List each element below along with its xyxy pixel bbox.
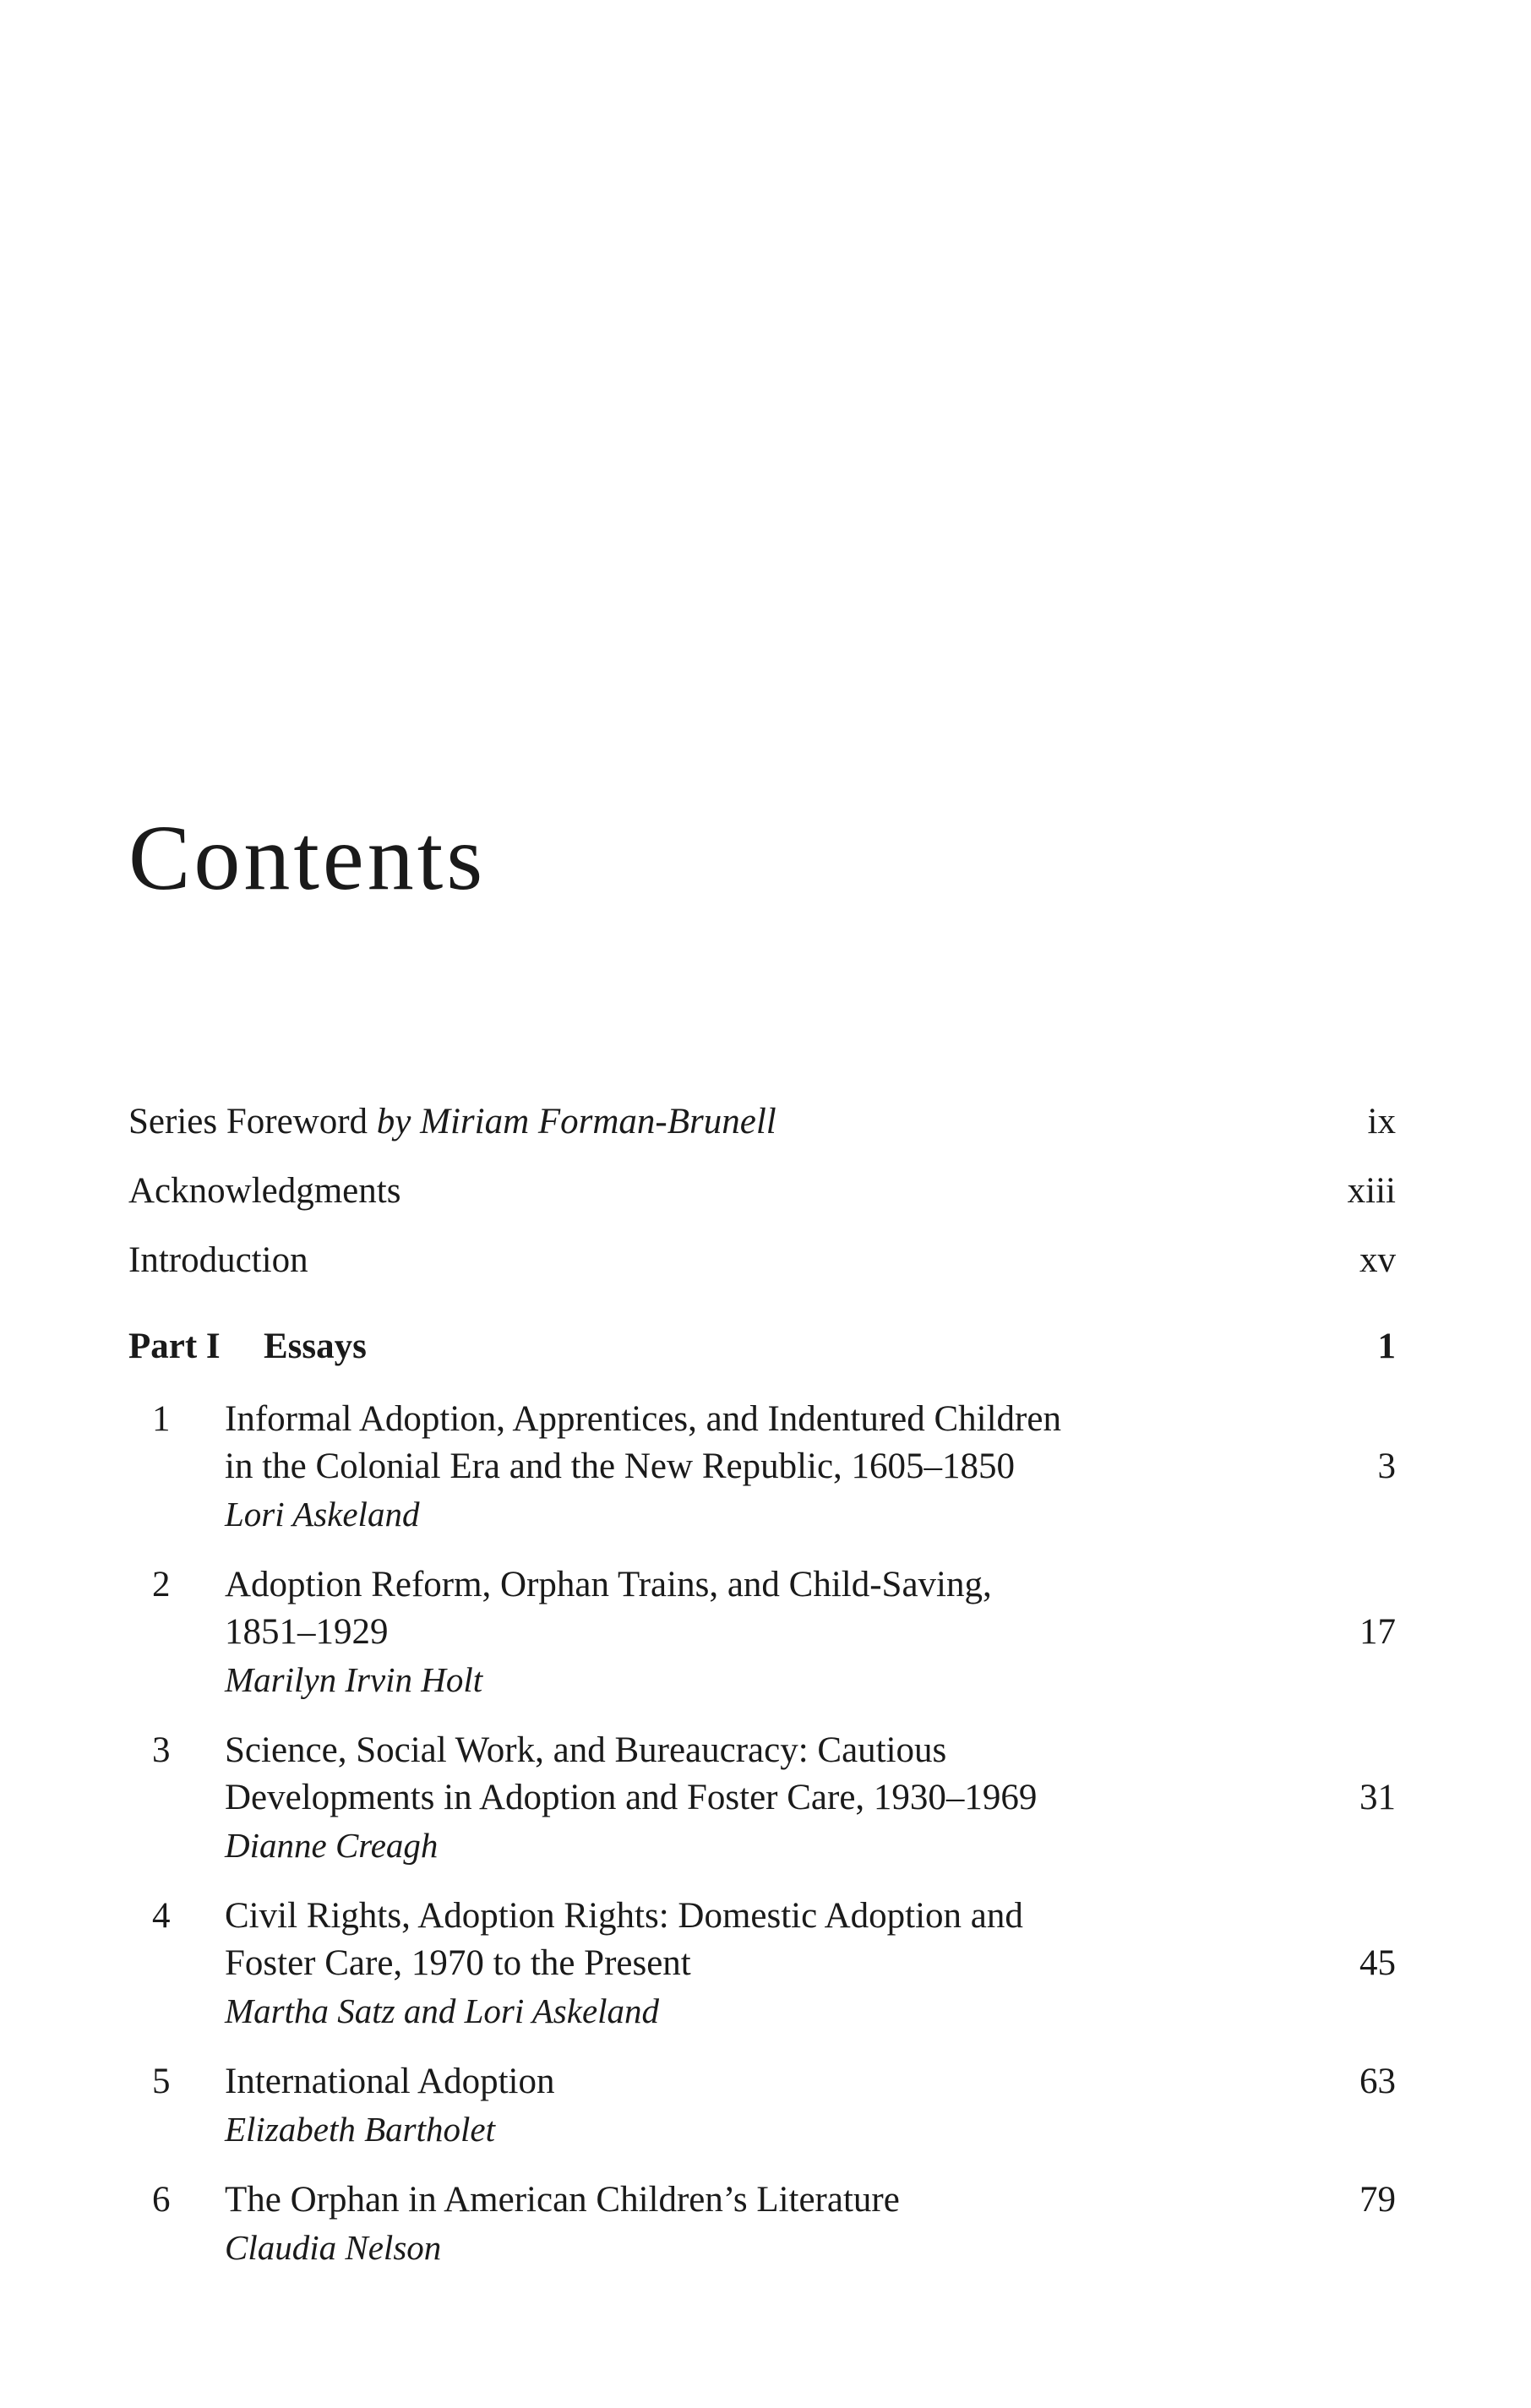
chapter-title-line: 1851–1929 17 bbox=[225, 1609, 1396, 1656]
toc-chapter-4[interactable] bbox=[128, 1893, 1396, 2035]
chapter-title-line: Civil Rights, Adoption Rights: Domestic Adoption and bbox=[225, 1896, 1023, 1936]
toc-part-heading[interactable] bbox=[128, 1323, 1396, 1370]
chapter-title-line: Informal Adoption, Apprentices, and Indentured Children bbox=[225, 1399, 1061, 1439]
entry-author: Miriam Forman-Brunell bbox=[420, 1102, 776, 1141]
page-number: 31 bbox=[1359, 1778, 1396, 1817]
page-number: 3 bbox=[1377, 1446, 1396, 1486]
chapter-number: 6 bbox=[152, 2180, 171, 2220]
page-number: 45 bbox=[1359, 1943, 1396, 1983]
toc-entry-introduction[interactable] bbox=[128, 1237, 1396, 1284]
chapter-number: 3 bbox=[152, 1730, 171, 1770]
chapter-title-line: Adoption Reform, Orphan Trains, and Child-Saving, bbox=[225, 1565, 992, 1604]
toc-chapter-1[interactable] bbox=[128, 1396, 1396, 1538]
table-of-contents bbox=[128, 1098, 1396, 2295]
toc-chapter-2[interactable] bbox=[128, 1561, 1396, 1703]
chapter-number: 1 bbox=[152, 1399, 171, 1439]
chapter-title-line: Developments in Adoption and Foster Care, 1930–1969 31 bbox=[225, 1774, 1396, 1822]
chapter-author: Claudia Nelson bbox=[225, 2228, 442, 2267]
chapter-title-line: Foster Care, 1970 to the Present 45 bbox=[225, 1940, 1396, 1987]
toc-entry-acknowledgments[interactable] bbox=[128, 1168, 1396, 1215]
chapter-title-line: in the Colonial Era and the New Republic, 1605–1850 3 bbox=[225, 1443, 1396, 1490]
chapter-number: 5 bbox=[152, 2062, 171, 2101]
entry-title: Acknowledgments bbox=[128, 1171, 401, 1211]
chapter-author: Dianne Creagh bbox=[225, 1826, 439, 1865]
page-number: ix bbox=[1367, 1102, 1396, 1141]
chapter-author: Marilyn Irvin Holt bbox=[225, 1660, 483, 1699]
entry-title: Series Foreword bbox=[128, 1102, 368, 1141]
toc-chapter-3[interactable] bbox=[128, 1727, 1396, 1869]
page-number: xv bbox=[1359, 1240, 1396, 1280]
chapter-title-line: The Orphan in American Children’s Literature 79 bbox=[225, 2176, 1396, 2224]
page-title: Contents bbox=[128, 806, 487, 909]
part-label: Part I bbox=[128, 1327, 221, 1366]
chapter-title-line: Science, Social Work, and Bureaucracy: Cautious bbox=[225, 1730, 947, 1770]
part-title: Essays bbox=[264, 1327, 367, 1366]
chapter-author: Martha Satz and Lori Askeland bbox=[225, 1991, 660, 2030]
chapter-title-line: International Adoption 63 bbox=[225, 2058, 1396, 2106]
toc-chapter-5[interactable] bbox=[128, 2058, 1396, 2153]
toc-entry-series-foreword[interactable] bbox=[128, 1098, 1396, 1146]
page-number: xiii bbox=[1347, 1171, 1396, 1211]
chapter-number: 2 bbox=[152, 1565, 171, 1604]
chapter-author: Lori Askeland bbox=[225, 1495, 420, 1534]
chapter-author: Elizabeth Bartholet bbox=[225, 2110, 495, 2149]
page-number: 79 bbox=[1359, 2180, 1396, 2220]
chapter-number: 4 bbox=[152, 1896, 171, 1936]
entry-title: Introduction bbox=[128, 1240, 308, 1280]
toc-chapter-6[interactable] bbox=[128, 2176, 1396, 2271]
page-number: 1 bbox=[1377, 1327, 1396, 1366]
entry-by: by bbox=[376, 1102, 411, 1141]
page-number: 63 bbox=[1359, 2062, 1396, 2101]
page-number: 17 bbox=[1359, 1612, 1396, 1652]
